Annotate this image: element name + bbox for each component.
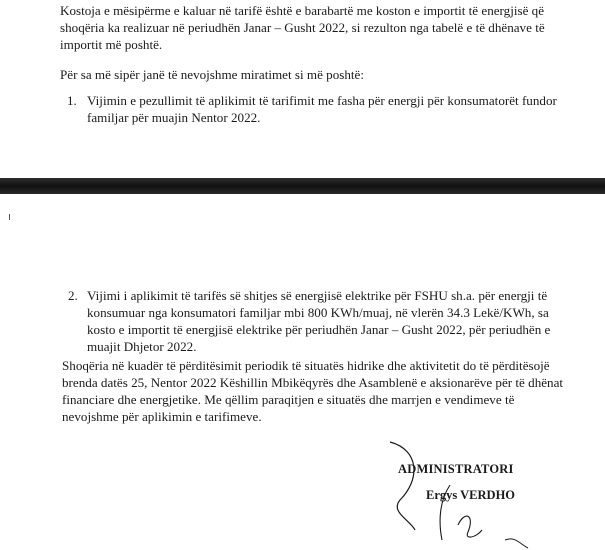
- company-update-paragraph: [62, 357, 564, 425]
- scan-mark: [9, 214, 10, 220]
- paragraph-line: financiare dhe energjetike. Me qëllim paraqitjen e situatës dhe marrjen e vendimeve të: [62, 392, 515, 407]
- page-separator: [0, 178, 605, 194]
- list-item-line: konsumuar nga konsumatori familjar mbi 800 KWh/muaj, në vlerën 34.3 Lekë/KWh, sa: [87, 305, 549, 320]
- list-item-number: 1.: [67, 93, 77, 108]
- signatory-title: ADMINISTRATORI: [398, 462, 514, 476]
- approvals-needed-text: Për sa më sipër janë të nevojshme miratimet si më poshtë:: [60, 67, 364, 82]
- signatory-name: Ergys VERDHO: [426, 488, 516, 502]
- list-item-line: muajit Dhjetor 2022.: [87, 339, 197, 354]
- list-item-line: Vijimi i aplikimit të tarifës së shitjes së energjisë elektrike për FSHU sh.a. për energji të: [87, 288, 548, 303]
- list-item-line: Vijimin e pezullimit të aplikimit të tarifimit me fasha për energji për konsumatorët fundor: [87, 93, 557, 108]
- paragraph-line: brenda datës 25, Nentor 2022 Këshillin Mbikëqyrës dhe Asamblenë e aksionarëve për të dhënat: [62, 375, 564, 390]
- paragraph-line: Shoqëria në kuadër të përditësimit periodik të situatës hidrike dhe aktivitetit do të përditësojë: [62, 358, 550, 373]
- intro-line: Kostoja e mësipërme e kaluar në tarifë është e barabartë me koston e importit të energjisë që: [60, 3, 545, 18]
- list-item-1: [87, 92, 565, 126]
- intro-line: importit më poshtë.: [60, 37, 163, 52]
- document-page-top: [0, 0, 605, 178]
- paragraph-line: nevojshme për aplikimin e tarifimeve.: [62, 409, 262, 424]
- intro-paragraph: [60, 2, 565, 53]
- list-item-number: 2.: [68, 288, 78, 303]
- list-item-2: [87, 287, 565, 355]
- list-item-line: kosto e importit të energjisë elektrike për periudhën Janar – Gusht 2022, për periudhën e: [87, 322, 551, 337]
- intro-line: shoqëria ka realizuar në periudhën Janar – Gusht 2022, si rezulton nga tabelë e të dhënave të: [60, 20, 545, 35]
- signature-block: [380, 440, 580, 550]
- approvals-needed-paragraph: [60, 66, 565, 83]
- list-item-line: familjar për muajin Nentor 2022.: [87, 110, 261, 125]
